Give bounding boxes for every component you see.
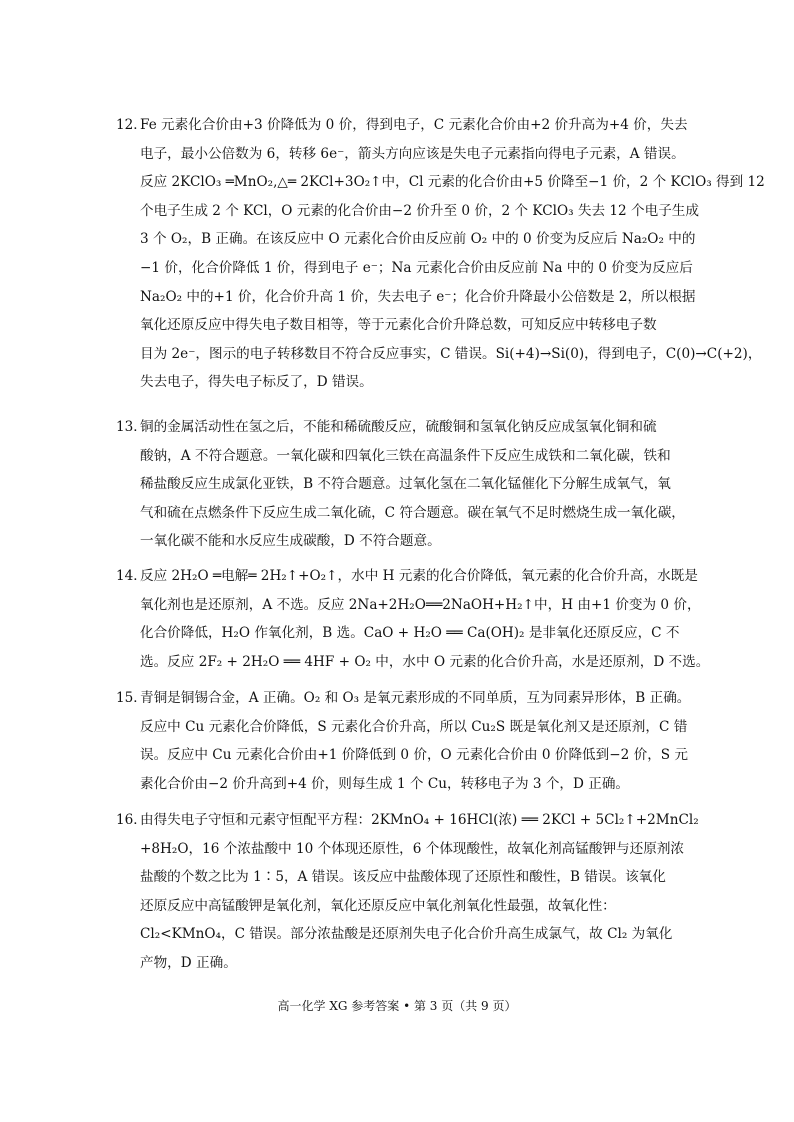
item-number: 15． bbox=[116, 690, 147, 706]
item-body bbox=[140, 413, 688, 556]
text-line: 青铜是铜锡合金，A 正确。O₂ 和 O₃ 是氧元素形成的不同单质，互为同素异形体，B 正确。 bbox=[140, 690, 691, 706]
text-line: 铜的金属活动性在氢之后，不能和稀硫酸反应，硫酸铜和氢氧化钠反应成氢氧化铜和硫 bbox=[140, 419, 657, 435]
text-line: 反应 2KClO₃ ═MnO₂,△═ 2KCl+3O₂↑中，Cl 元素的化合价由+5 价降至−1 价，2 个 KClO₃ 得到 12 bbox=[140, 174, 765, 191]
item-number: 12． bbox=[116, 117, 147, 133]
text-line: 酸钠，A 不符合题意。一氧化碳和四氧化三铁在高温条件下反应生成铁和二氧化碳，铁和 bbox=[140, 447, 671, 464]
item-number: 16． bbox=[116, 812, 147, 828]
text-line: 失去电子，得失电子标反了，D 错误。 bbox=[140, 374, 373, 391]
text-line: 气和硫在点燃条件下反应生成二氧化硫，C 符合题意。碳在氧气不足时燃烧生成一氧化碳， bbox=[140, 504, 685, 521]
text-line: 反应 2H₂O ═电解═ 2H₂↑+O₂↑，水中 H 元素的化合价降低，氧元素的化合价升高，水既是 bbox=[140, 568, 698, 584]
text-line: Cl₂<KMnO₄，C 错误。部分浓盐酸是还原剂失电子化合价升高生成氯气，故 Cl₂ 为氧化 bbox=[140, 926, 673, 943]
text-line: −1 价，化合价降低 1 价，得到电子 e⁻；Na 元素化合价由反应前 Na 中的 0 价变为反应后 bbox=[140, 259, 693, 276]
item-body bbox=[140, 562, 710, 676]
item-body bbox=[140, 111, 765, 397]
text-line: 目为 2e⁻，图示的电子转移数目不符合反应事实，C 错误。Si(+4)→Si(0)，得到电子，C(0)→C(+2)， bbox=[140, 345, 762, 362]
text-line: 3 个 O₂，B 正确。在该反应中 O 元素化合价由反应前 O₂ 中的 0 价变为反应后 Na₂O₂ 中的 bbox=[140, 231, 696, 248]
item-body bbox=[140, 684, 691, 798]
answer-item-13 bbox=[116, 413, 688, 556]
text-line: 选。反应 2F₂ + 2H₂O ══ 4HF + O₂ 中，水中 O 元素的化合价升高，水是还原剂，D 不选。 bbox=[140, 653, 710, 670]
answer-item-12 bbox=[116, 111, 765, 397]
text-line: Na₂O₂ 中的+1 价，化合价升高 1 价，失去电子 e⁻；化合价升降最小公倍数是 2，所以根据 bbox=[140, 288, 696, 305]
answer-item-16 bbox=[116, 806, 699, 978]
item-number: 13． bbox=[116, 419, 147, 435]
item-number: 14． bbox=[116, 568, 147, 584]
text-line: 一氧化碳不能和水反应生成碳酸，D 不符合题意。 bbox=[140, 533, 441, 550]
text-line: +8H₂O，16 个浓盐酸中 10 个体现还原性，6 个体现酸性，故氧化剂高锰酸钾与还原剂浓 bbox=[140, 840, 685, 857]
text-line: 盐酸的个数之比为 1∶5，A 错误。该反应中盐酸体现了还原性和酸性，B 错误。该氧化 bbox=[140, 869, 666, 886]
text-line: 电子，最小公倍数为 6，转移 6e⁻，箭头方向应该是失电子元素指向得电子元素，A 错误。 bbox=[140, 145, 685, 162]
text-line: Fe 元素化合价由+3 价降低为 0 价，得到电子，C 元素化合价由+2 价升高为+4 价，失去 bbox=[140, 117, 688, 133]
text-line: 还原反应中高锰酸钾是氧化剂，氧化还原反应中氧化剂氧化性最强，故氧化性： bbox=[140, 897, 616, 914]
text-line: 反应中 Cu 元素化合价降低，S 元素化合价升高，所以 Cu₂S 既是氧化剂又是还原剂，C 错 bbox=[140, 718, 688, 735]
text-line: 氧化剂也是还原剂，A 不选。反应 2Na+2H₂O══2NaOH+H₂↑中，H 由+1 价变为 0 价， bbox=[140, 596, 701, 613]
page-footer: 高一化学 XG 参考答案 • 第 3 页（共 9 页） bbox=[277, 999, 517, 1013]
text-line: 化合价降低，H₂O 作氧化剂，B 选。CaO + H₂O ══ Ca(OH)₂ 是非氧化还原反应，C 不 bbox=[140, 625, 680, 642]
text-line: 由得失电子守恒和元素守恒配平方程：2KMnO₄ + 16HCl(浓) ══ 2KCl + 5Cl₂↑+2MnCl₂ bbox=[140, 812, 699, 828]
answer-item-15 bbox=[116, 684, 691, 798]
text-line: 产物，D 正确。 bbox=[140, 954, 237, 971]
text-line: 误。反应中 Cu 元素化合价由+1 价降低到 0 价，O 元素化合价由 0 价降低到−2 价，S 元 bbox=[140, 747, 689, 764]
text-line: 氧化还原反应中得失电子数目相等，等于元素化合价升降总数，可知反应中转移电子数 bbox=[140, 317, 657, 334]
text-line: 素化合价由−2 价升高到+4 价，则每生成 1 个 Cu，转移电子为 3 个，D 正确。 bbox=[140, 775, 630, 792]
text-line: 个电子生成 2 个 KCl，O 元素的化合价由−2 价升至 0 价，2 个 KClO₃ 失去 12 个电子生成 bbox=[140, 202, 699, 219]
item-body bbox=[140, 806, 699, 978]
answer-item-14 bbox=[116, 562, 710, 676]
text-line: 稀盐酸反应生成氯化亚铁，B 不符合题意。过氧化氢在二氧化锰催化下分解生成氧气，氧 bbox=[140, 476, 671, 493]
